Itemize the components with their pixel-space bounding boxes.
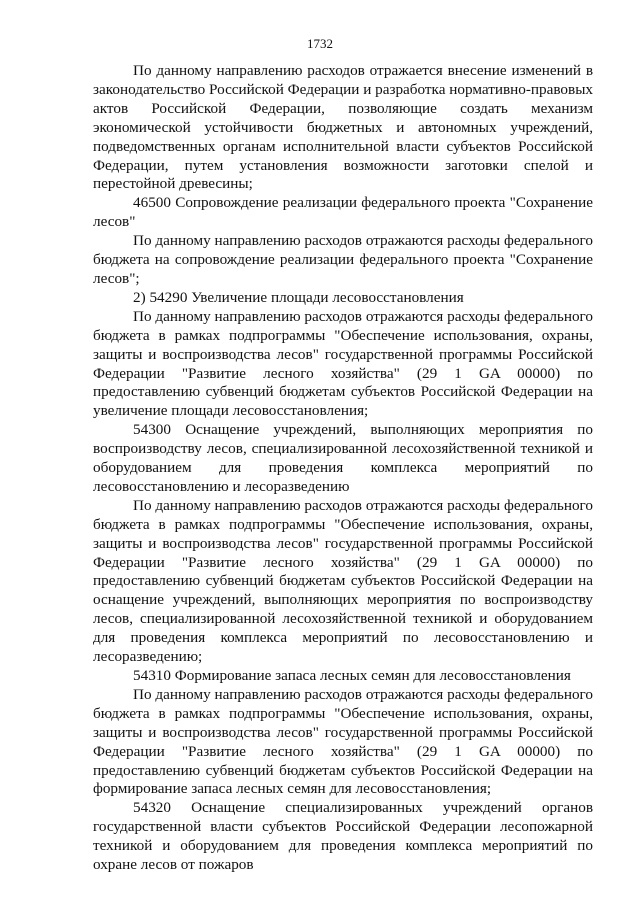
paragraph-expenses-54290: По данному направлению расходов отражаются расходы федерального бюджета в рамках подпрограммы "Обеспечение использования, охраны, защиты и воспроизводства лесов" государственной программы Российской Федерации "Развитие лесного хозяйства" (29 1 GA 00000) по предоставлению субвенций бюджетам субъектов Российской Федерации на увеличение площади лесовосстановления; [93,307,593,420]
paragraph-expenses-54310: По данному направлению расходов отражаются расходы федерального бюджета в рамках подпрограммы "Обеспечение использования, охраны, защиты и воспроизводства лесов" государственной программы Российской Федерации "Развитие лесного хозяйства" (29 1 GA 00000) по предоставлению субвенций бюджетам субъектов Российской Федерации на формирование запаса лесных семян для лесовосстановления; [93,685,593,798]
paragraph-code-54290: 2) 54290 Увеличение площади лесовосстановления [133,288,464,306]
paragraph-expenses-legislation: По данному направлению расходов отражается внесение изменений в законодательство Российской Федерации и разработка нормативно-правовых актов Российской Федерации, позволяющие создать механизм экономической устойчивости бюджетных и автономных учреждений, подведомственных органам исполнительной власти субъектов Российской Федерации, путем установления возможности заготовки спелой и перестойной древесины; [93,62,593,193]
paragraph-code-46500: 46500 Сопровождение реализации федерального проекта "Сохранение лесов" [93,194,593,231]
paragraph-expenses-54300: По данному направлению расходов отражаются расходы федерального бюджета в рамках подпрограммы "Обеспечение использования, охраны, защиты и воспроизводства лесов" государственной программы Российской Федерации "Развитие лесного хозяйства" (29 1 GA 00000) по предоставлению субвенций бюджетам субъектов Российской Федерации на оснащение учреждений, выполняющих мероприятия по воспроизводству лесов, специализированной лесохозяйственной техникой и оборудованием для проведения комплекса мероприятий по лесовосстановлению и лесоразведению; [93,496,593,666]
paragraph-expenses-46500: По данному направлению расходов отражаются расходы федерального бюджета на сопровождение реализации федерального проекта "Сохранение лесов"; [93,232,593,287]
paragraph-code-54320: 54320 Оснащение специализированных учреждений органов государственной власти субъектов Российской Федерации лесопожарной техникой и оборудованием для проведения комплекса мероприятий по охране лесов от пожаров [93,799,593,874]
page-number: 1732 [307,36,333,51]
paragraph-code-54300: 54300 Оснащение учреждений, выполняющих мероприятия по воспроизводству лесов, специализированной лесохозяйственной техникой и оборудованием для проведения комплекса мероприятий по лесовосстановлению и лесоразведению [93,421,593,495]
paragraph-code-54310: 54310 Формирование запаса лесных семян для лесовосстановления [133,667,571,684]
document-body [93,62,593,875]
